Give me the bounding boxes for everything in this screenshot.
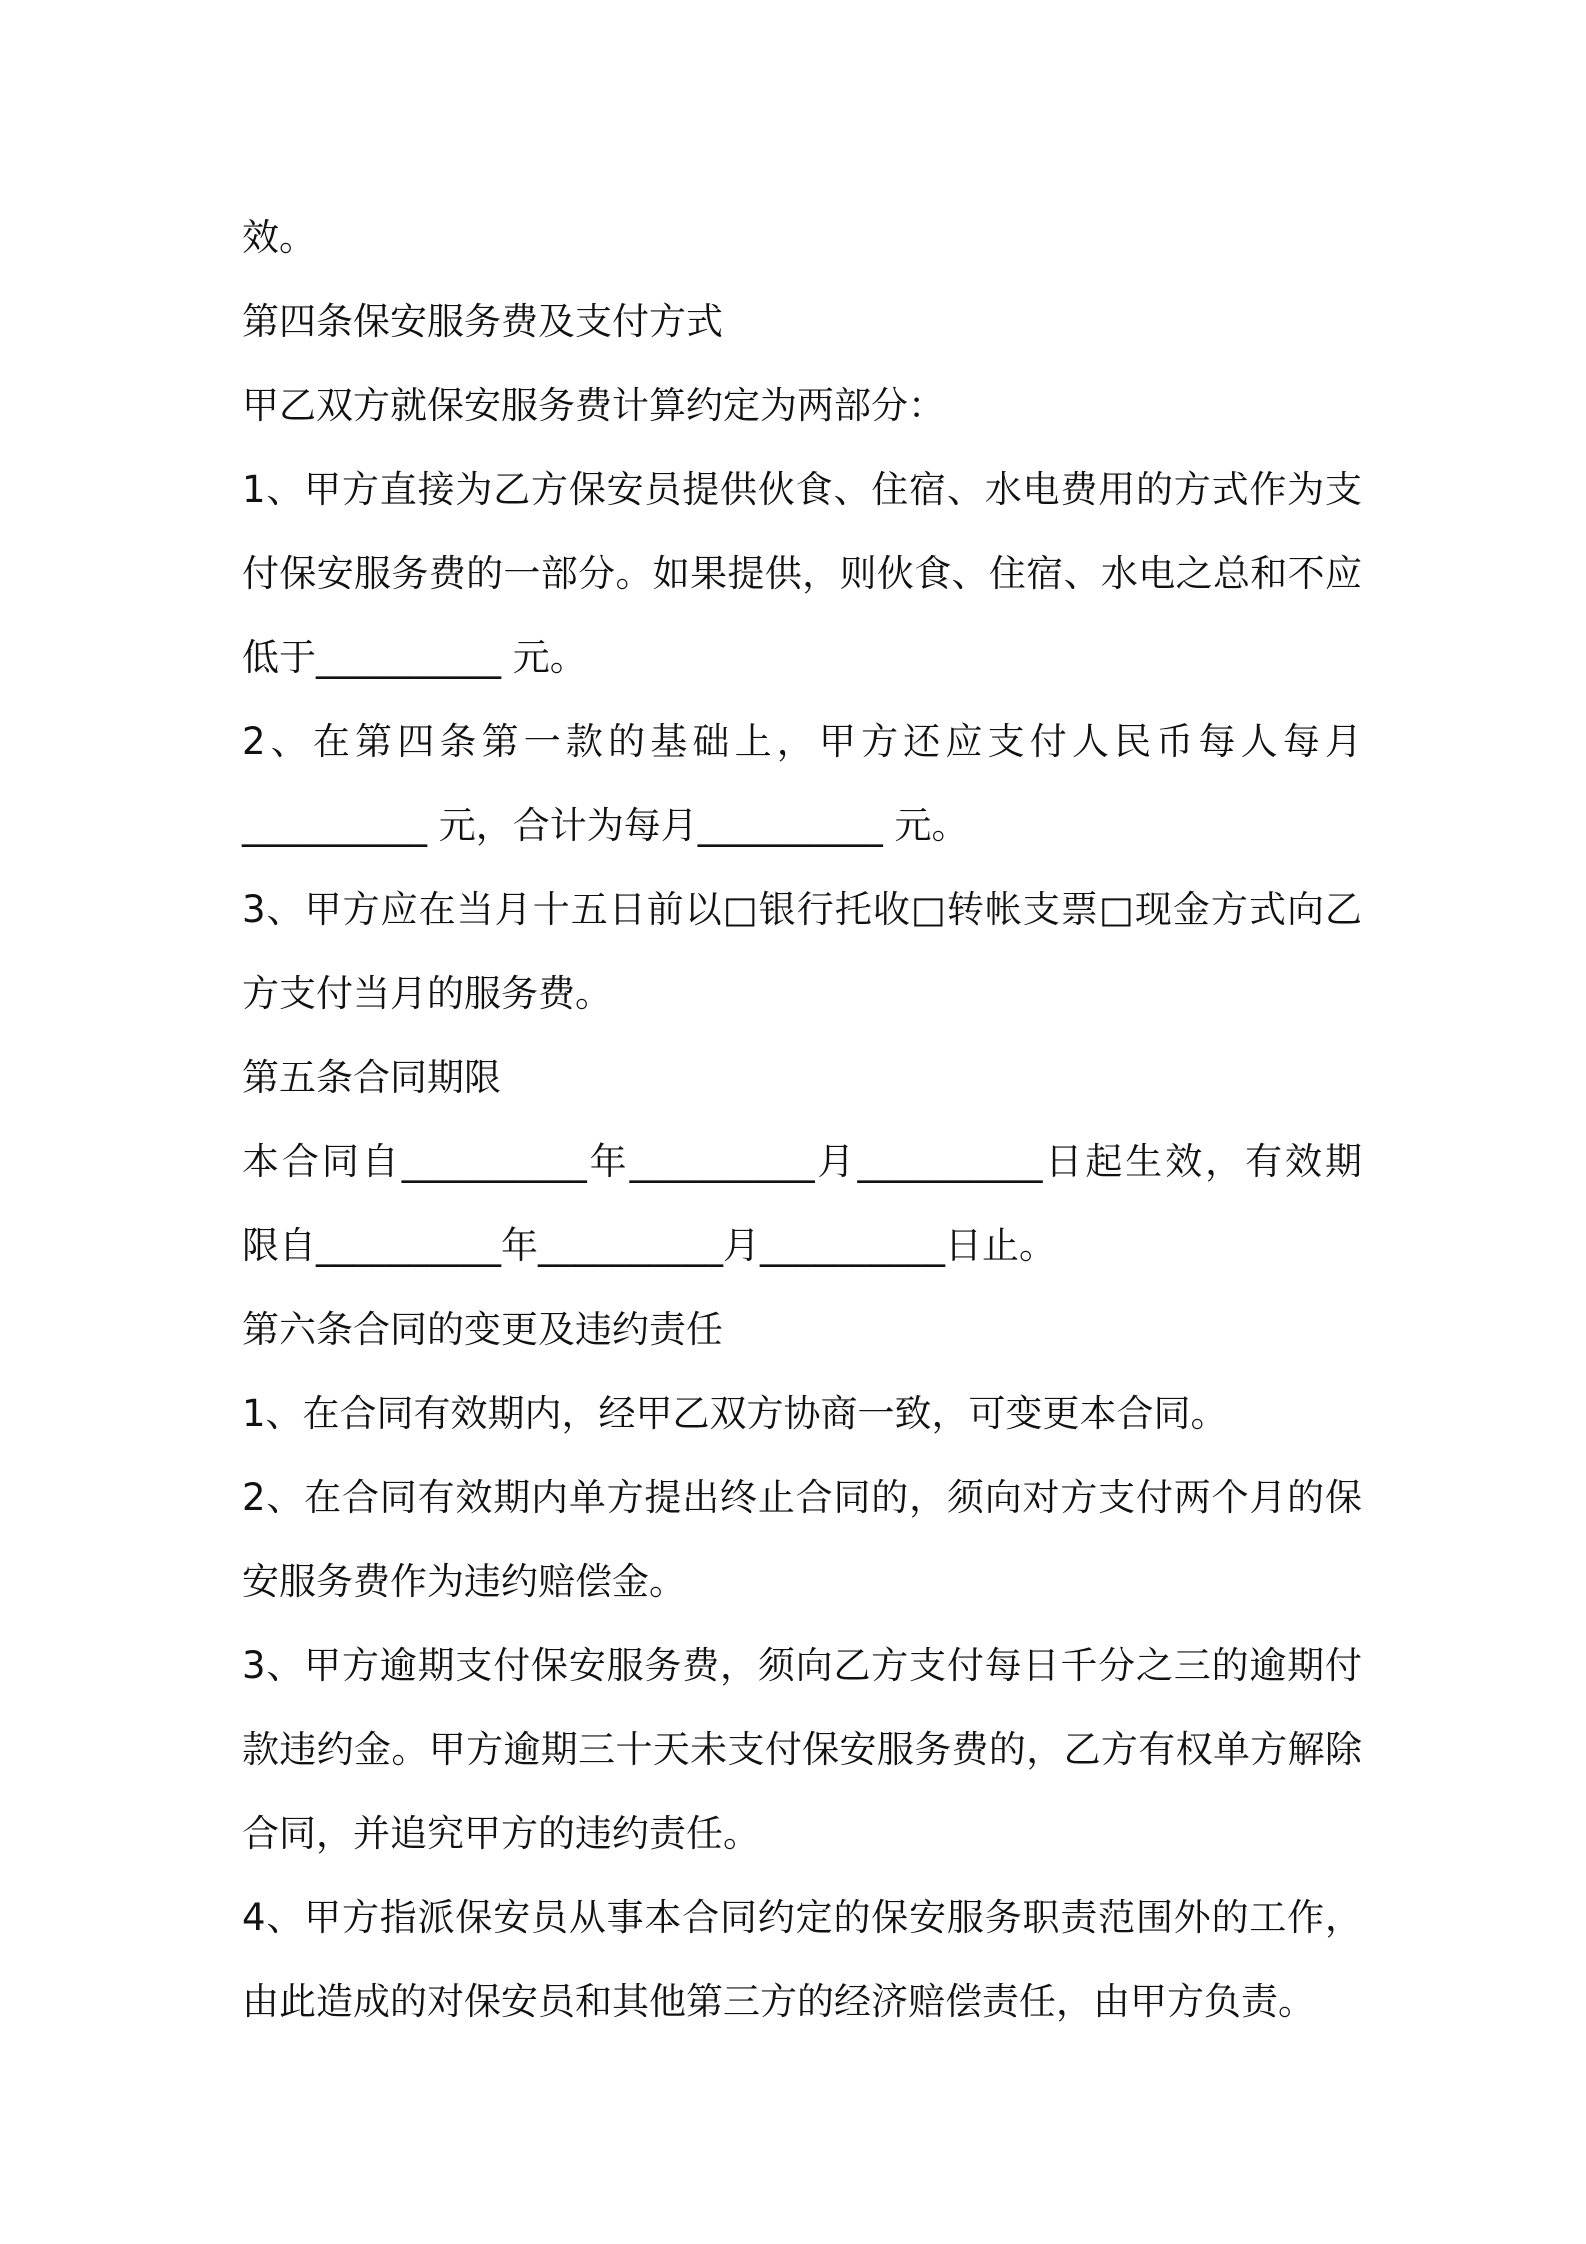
text-line: 合同，并追究甲方的违约责任。 [242, 1812, 760, 1855]
section-heading: 第四条保安服务费及支付方式 [242, 300, 723, 343]
text-line: 款违约金。甲方逾期三十天未支付保安服务费的，乙方有权单方解除 [242, 1728, 1362, 1771]
text-line: 2、在第四条第一款的基础上，甲方还应支付人民币每人每月 [242, 720, 1362, 763]
text-line: 方支付当月的服务费。 [242, 972, 612, 1015]
text-line: 限自__________年__________月__________日止。 [242, 1224, 1056, 1267]
text-line: 由此造成的对保安员和其他第三方的经济赔偿责任，由甲方负责。 [242, 1980, 1315, 2023]
text-line: 低于__________ 元。 [242, 636, 587, 679]
text-line: 2、在合同有效期内单方提出终止合同的，须向对方支付两个月的保 [242, 1476, 1362, 1519]
text-line: 甲乙双方就保安服务费计算约定为两部分： [242, 384, 945, 427]
text-line: 1、在合同有效期内，经甲乙双方协商一致，可变更本合同。 [242, 1392, 1228, 1435]
text-line: 效。 [242, 216, 316, 259]
text-line: 付保安服务费的一部分。如果提供，则伙食、住宿、水电之总和不应 [242, 552, 1362, 595]
text-line: 安服务费作为违约赔偿金。 [242, 1560, 686, 1603]
text-line: 本合同自__________年__________月__________日起生效，有效期 [242, 1140, 1362, 1183]
text-line: 4、甲方指派保安员从事本合同约定的保安服务职责范围外的工作， [242, 1896, 1362, 1939]
section-heading: 第五条合同期限 [242, 1056, 501, 1099]
text-line: 3、甲方逾期支付保安服务费，须向乙方支付每日千分之三的逾期付 [242, 1644, 1362, 1687]
section-heading: 第六条合同的变更及违约责任 [242, 1308, 723, 1351]
text-line: 1、甲方直接为乙方保安员提供伙食、住宿、水电费用的方式作为支 [242, 468, 1362, 511]
text-line: __________ 元，合计为每月__________ 元。 [242, 804, 969, 847]
document-body [242, 196, 1362, 2044]
text-line: 3、甲方应在当月十五日前以□银行托收□转帐支票□现金方式向乙 [242, 888, 1362, 931]
